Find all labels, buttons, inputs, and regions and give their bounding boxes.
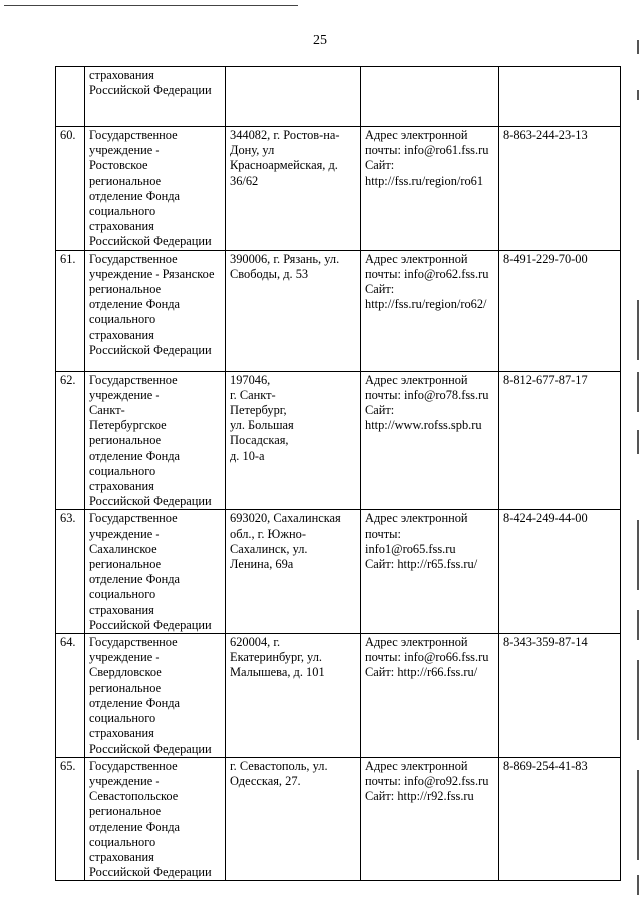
phone-number <box>499 67 621 127</box>
table-row <box>56 250 621 371</box>
phone-number: 8-869-254-41-83 <box>499 757 621 881</box>
postal-address: 344082, г. Ростов-на- Дону, ул Красноармейская, д. 36/62 <box>226 127 361 251</box>
email-website: Адрес электронной почты: info1@ro65.fss.ru Сайт: http://r65.fss.ru/ <box>361 510 499 634</box>
row-number: 63. <box>56 510 85 634</box>
row-number <box>56 67 85 127</box>
email-website: Адрес электронной почты: info@ro61.fss.ru Сайт: http://fss.ru/region/ro61 <box>361 127 499 251</box>
organization-name: Государственное учреждение - Свердловское региональное отделение Фонда социального страхования Российской Федерации <box>85 634 226 758</box>
organization-name: Государственное учреждение - Рязанское региональное отделение Фонда социального страхования Российской Федерации <box>85 250 226 371</box>
organization-name: Государственное учреждение - Сахалинское региональное отделение Фонда социального страхования Российской Федерации <box>85 510 226 634</box>
table-row <box>56 510 621 634</box>
email-website: Адрес электронной почты: info@ro92.fss.ru Сайт: http://r92.fss.ru <box>361 757 499 881</box>
row-number: 60. <box>56 127 85 251</box>
table-row <box>56 67 621 127</box>
phone-number: 8-343-359-87-14 <box>499 634 621 758</box>
email-website: Адрес электронной почты: info@ro78.fss.ru Сайт: http://www.rofss.spb.ru <box>361 371 499 510</box>
table-row <box>56 757 621 881</box>
postal-address <box>226 67 361 127</box>
postal-address: 620004, г. Екатеринбург, ул. Малышева, д. 101 <box>226 634 361 758</box>
table-row <box>56 634 621 758</box>
organization-name: Государственное учреждение - Ростовское региональное отделение Фонда социального страхования Российской Федерации <box>85 127 226 251</box>
phone-number: 8-812-677-87-17 <box>499 371 621 510</box>
phone-number: 8-491-229-70-00 <box>499 250 621 371</box>
email-website: Адрес электронной почты: info@ro66.fss.ru Сайт: http://r66.fss.ru/ <box>361 634 499 758</box>
top-rule <box>4 5 298 6</box>
postal-address: 390006, г. Рязань, ул. Свободы, д. 53 <box>226 250 361 371</box>
row-number: 65. <box>56 757 85 881</box>
page-number: 25 <box>313 33 327 48</box>
postal-address: 197046, г. Санкт- Петербург, ул. Большая Посадская, д. 10-а <box>226 371 361 510</box>
fss-offices-table <box>55 66 621 881</box>
postal-address: г. Севастополь, ул. Одесская, 27. <box>226 757 361 881</box>
organization-name: страхования Российской Федерации <box>85 67 226 127</box>
phone-number: 8-424-249-44-00 <box>499 510 621 634</box>
row-number: 61. <box>56 250 85 371</box>
organization-name: Государственное учреждение - Севастопольское региональное отделение Фонда социального страхования Российской Федерации <box>85 757 226 881</box>
organization-name: Государственное учреждение - Санкт- Петербургское региональное отделение Фонда социального страхования Российской Федерации <box>85 371 226 510</box>
email-website <box>361 67 499 127</box>
postal-address: 693020, Сахалинская обл., г. Южно- Сахалинск, ул. Ленина, 69а <box>226 510 361 634</box>
phone-number: 8-863-244-23-13 <box>499 127 621 251</box>
email-website: Адрес электронной почты: info@ro62.fss.ru Сайт: http://fss.ru/region/ro62/ <box>361 250 499 371</box>
table-row <box>56 127 621 251</box>
row-number: 64. <box>56 634 85 758</box>
scan-edge-marks <box>632 0 640 905</box>
table-row <box>56 371 621 510</box>
row-number: 62. <box>56 371 85 510</box>
